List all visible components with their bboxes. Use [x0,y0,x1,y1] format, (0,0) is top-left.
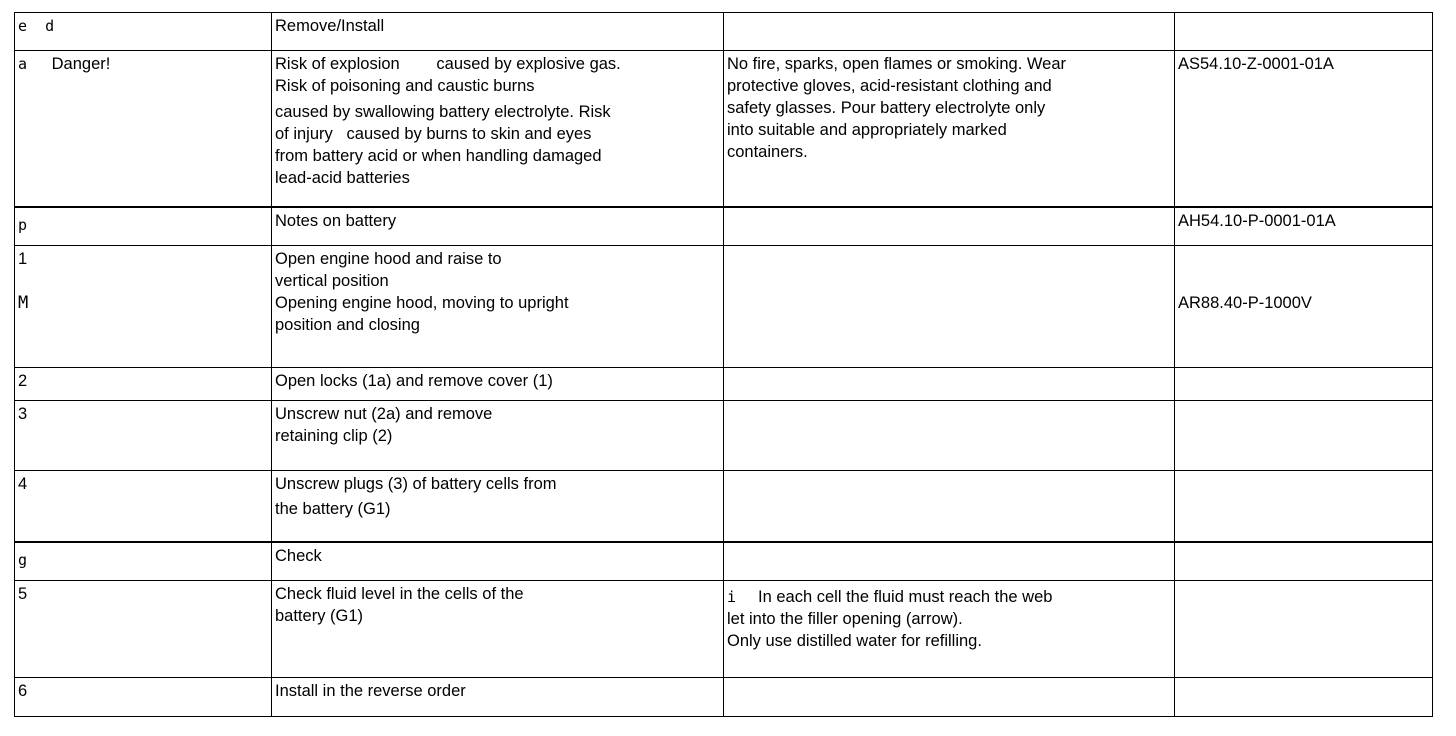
step-text-line: position and closing [275,316,420,334]
note-symbol: p [18,215,28,234]
table-row [15,678,1433,717]
marker-cell [15,401,272,471]
step-text-line: Install in the reverse order [275,682,466,700]
document-reference: AR88.40-P-1000V [1178,294,1312,312]
info-note-line: let into the filler opening (arrow). [727,610,963,628]
notes-cell [724,368,1175,401]
table-row [15,471,1433,542]
marker-cell [15,368,272,401]
marker-cell [15,678,272,717]
step-text-cell [272,401,724,471]
notes-cell [724,542,1175,581]
marker-cell [15,471,272,542]
check-symbol: g [18,550,28,569]
marker-cell [15,246,272,368]
danger-text-line: caused by swallowing battery electrolyte. Risk [275,103,611,121]
table-row [15,51,1433,207]
step-number: 3 [18,405,28,423]
step-number: 4 [18,475,28,493]
danger-text-line: Risk of poisoning and caustic burns [275,77,535,95]
procedure-table [14,12,1433,717]
table-row [15,401,1433,471]
reference-cell [1175,13,1433,51]
notes-cell [724,471,1175,542]
reference-cell [1175,542,1433,581]
step-text-line: the battery (G1) [275,500,391,518]
table-row [15,13,1433,51]
document-reference: AH54.10-P-0001-01A [1178,211,1336,230]
manual-reference-symbol: M [18,293,29,313]
step-text-cell [272,51,724,207]
notes-cell [724,401,1175,471]
reference-cell [1175,368,1433,401]
step-text-line: Unscrew nut (2a) and remove [275,405,493,423]
notes-cell [724,51,1175,207]
step-text-line: Check fluid level in the cells of the [275,585,524,603]
reference-cell [1175,581,1433,678]
step-text-cell [272,581,724,678]
marker-cell [15,13,272,51]
step-text-cell [272,542,724,581]
step-number: 5 [18,585,28,603]
danger-text-line: Risk of explosion caused by explosive gas. [275,55,621,73]
step-text-cell [272,678,724,717]
table-row [15,542,1433,581]
danger-label: Danger! [51,55,111,73]
table-row [15,368,1433,401]
step-text-line: battery (G1) [275,607,364,625]
danger-note-line: into suitable and appropriately marked [727,121,1007,139]
marker-cell [15,51,272,207]
table-row [15,246,1433,368]
step-text-cell [272,13,724,51]
notes-cell [724,246,1175,368]
danger-text-line: of injury caused by burns to skin and eyes [275,125,592,143]
section-title: Remove/Install [275,17,385,35]
info-symbol: i [727,588,737,606]
step-text-cell [272,246,724,368]
remove-install-symbol: e d [18,17,55,35]
section-title: Check [275,546,322,565]
step-text-cell [272,471,724,542]
reference-cell [1175,207,1433,246]
danger-note-line: No fire, sparks, open flames or smoking. Wear [727,55,1066,73]
step-text-cell [272,368,724,401]
notes-cell [724,13,1175,51]
danger-note-line: safety glasses. Pour battery electrolyte only [727,99,1046,117]
document-reference: AS54.10-Z-0001-01A [1178,55,1334,73]
step-text-line: Opening engine hood, moving to upright [275,294,569,312]
reference-cell [1175,401,1433,471]
notes-cell [724,678,1175,717]
step-text-line: retaining clip (2) [275,427,393,445]
danger-text-line: lead-acid batteries [275,169,410,187]
table-row [15,581,1433,678]
section-title: Notes on battery [275,211,397,230]
step-number: 6 [18,682,28,700]
marker-cell [15,581,272,678]
step-text-cell [272,207,724,246]
step-text-line: vertical position [275,272,389,290]
danger-symbol: a [18,55,28,73]
reference-cell [1175,51,1433,207]
info-note-line: In each cell the fluid must reach the web [758,588,1053,606]
notes-cell [724,207,1175,246]
table-row [15,207,1433,246]
reference-cell [1175,471,1433,542]
danger-text-line: from battery acid or when handling damaged [275,147,602,165]
step-number: 2 [18,372,28,390]
marker-cell [15,207,272,246]
danger-note-line: containers. [727,143,808,161]
reference-cell [1175,678,1433,717]
marker-cell [15,542,272,581]
step-text-line: Open locks (1a) and remove cover (1) [275,372,553,390]
info-note-line: Only use distilled water for refilling. [727,632,982,650]
step-text-line: Open engine hood and raise to [275,250,502,268]
danger-note-line: protective gloves, acid-resistant clothing and [727,77,1052,95]
step-number: 1 [18,250,28,268]
notes-cell [724,581,1175,678]
step-text-line: Unscrew plugs (3) of battery cells from [275,475,557,493]
reference-cell [1175,246,1433,368]
